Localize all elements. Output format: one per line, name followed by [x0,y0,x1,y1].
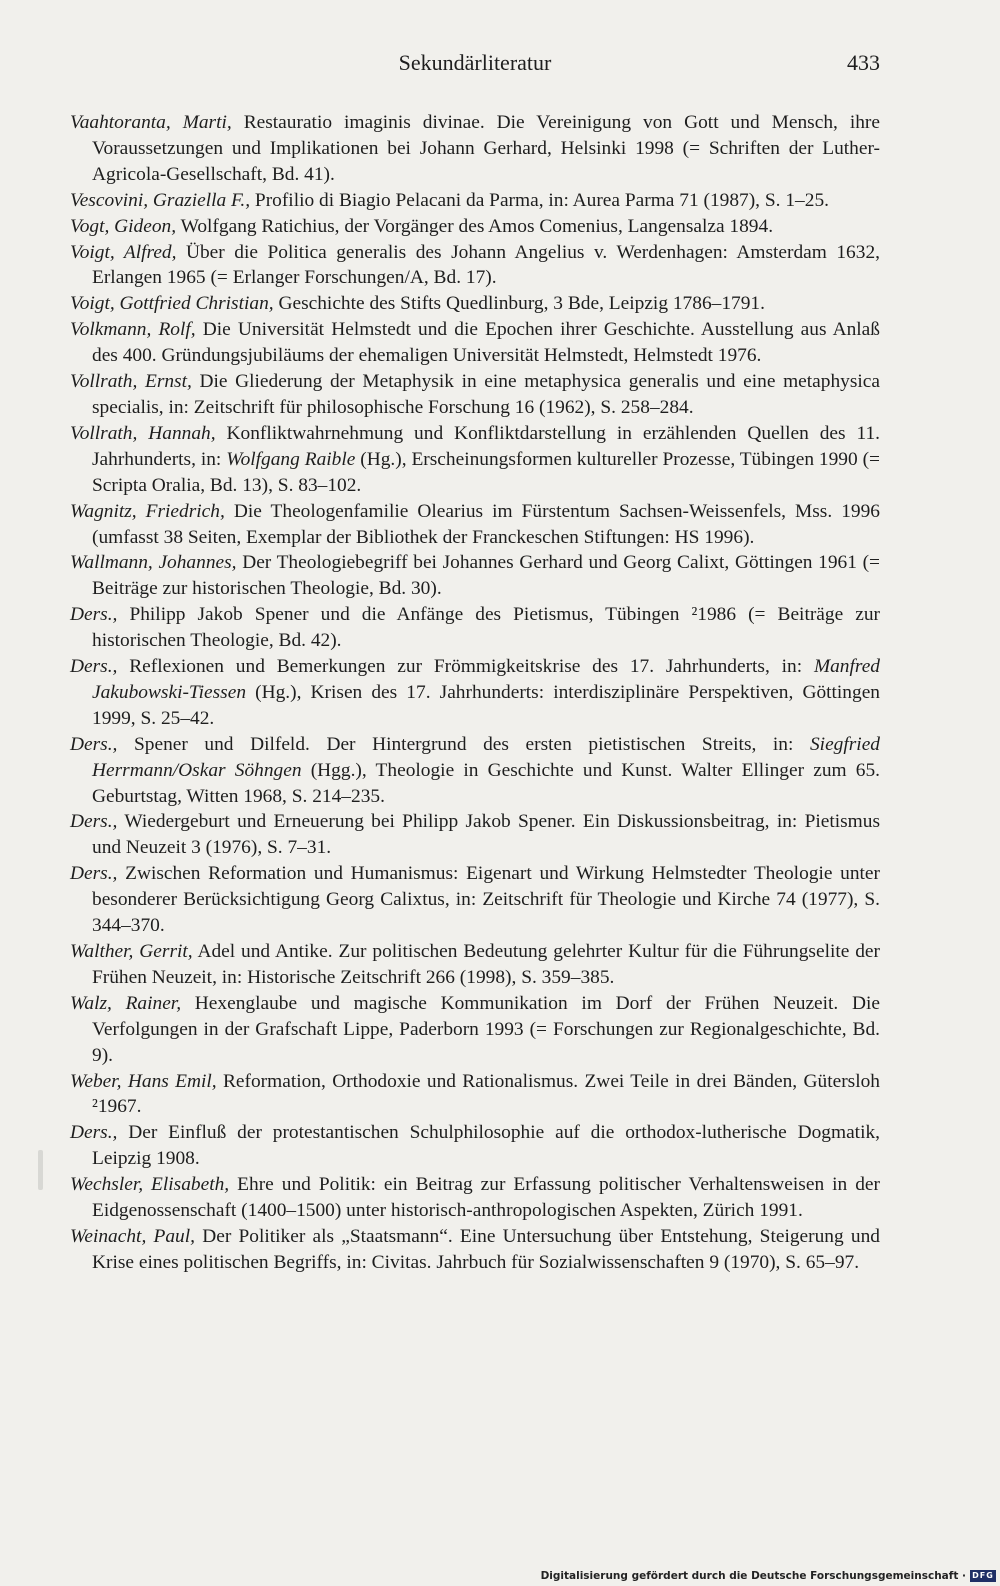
entry-text: Die Gliederung der Metaphysik in eine metaphysica generalis und eine metaphysica specialis, in: Zeitschrift für philosophische Forschung 16 (1962), S. 258–284. [92,371,880,418]
entry-text: Philipp Jakob Spener und die Anfänge des Pietismus, Tübingen ²1986 (= Beiträge zur historischen Theologie, Bd. 42). [92,604,880,652]
bibliography-entry [70,369,880,421]
entry-text-continued: (Hg.), Krisen des 17. Jahrhunderts: interdisziplinäre Perspektiven, Göttingen 1999, S. 25–42. [92,681,880,729]
entry-editor: Wolfgang Raible [226,448,356,470]
entry-author: Ders., [70,863,118,885]
entry-author: Ders., [70,811,118,833]
bibliography-entry [70,1172,880,1224]
entry-author: Weinacht, Paul, [70,1225,195,1247]
bibliography-entry [70,291,880,317]
entry-text: Profilio di Biagio Pelacani da Parma, in: Aurea Parma 71 (1987), S. 1–25. [250,189,829,211]
bibliography-entry [70,809,880,861]
entry-author: Walz, Rainer, [70,992,182,1014]
entry-text-continued: (Hg.), Erscheinungsformen kultureller Prozesse, Tübingen 1990 (= Scripta Oralia, Bd. 13), S. 83–102. [92,448,880,496]
bibliography-entry [70,240,880,292]
scan-mark [38,1150,43,1190]
entry-editor: Siegfried Herrmann/Oskar Söhngen [92,733,880,781]
entry-author: Wagnitz, Friedrich, [70,500,225,522]
entry-text: Konfliktwahrnehmung und Konfliktdarstellung in erzählenden Quellen des 11. Jahrhunderts, in: [92,422,880,470]
entry-author: Vescovini, Graziella F., [70,189,251,211]
entry-text: Der Einfluß der protestantischen Schulphilosophie auf die orthodox-lutherische Dogmatik, Leipzig 1908. [92,1122,880,1170]
entry-text: Reformation, Orthodoxie und Rationalismus. Zwei Teile in drei Bänden, Gütersloh ²1967. [92,1070,880,1118]
entry-text: Ehre und Politik: ein Beitrag zur Erfassung politischer Verhaltensweisen in der Eidgenossenschaft (1400–1500) unter historisch-anthropologischen Aspekten, Zürich 1991. [92,1174,880,1222]
page-header [70,50,880,80]
entry-text: Der Theologiebegriff bei Johannes Gerhard und Georg Calixt, Göttingen 1961 (= Beiträge zur historischen Theologie, Bd. 30). [92,552,880,600]
entry-text: Wiedergeburt und Erneuerung bei Philipp Jakob Spener. Ein Diskussionsbeitrag, in: Pietismus und Neuzeit 3 (1976), S. 7–31. [92,811,880,859]
bibliography-entry [70,1224,880,1276]
entry-author: Voigt, Alfred, [70,241,177,263]
bibliography-entry [70,317,880,369]
entry-author: Vollrath, Ernst, [70,371,192,393]
bibliography-entry [70,499,880,551]
entry-text: Zwischen Reformation und Humanismus: Eigenart und Wirkung Helmstedter Theologie unter besonderer Berücksichtigung Georg Calixtus, in: Zeitschrift für Theologie und Kirche 74 (1977), S. 344–370. [92,863,880,937]
entry-author: Vollrath, Hannah, [70,422,216,444]
bibliography-entry [70,939,880,991]
footer-credit: Digitalisierung gefördert durch die Deutsche Forschungsgemeinschaft · [540,1570,966,1582]
bibliography-entry [70,188,880,214]
entry-editor: Manfred Jakubowski-Tiessen [92,656,880,703]
entry-author: Volkmann, Rolf, [70,319,196,341]
bibliography-entry [70,1120,880,1172]
entry-author: Vogt, Gideon, [70,215,177,237]
footer [541,1570,996,1582]
bibliography-entry [70,991,880,1069]
entry-author: Ders., [70,733,118,755]
entry-text: Wolfgang Ratichius, der Vorgänger des Amos Comenius, Langensalza 1894. [176,215,774,237]
entry-text: Geschichte des Stifts Quedlinburg, 3 Bde, Leipzig 1786–1791. [273,293,765,315]
bibliography-entry [70,654,880,732]
entry-author: Vaahtoranta, Marti, [70,112,232,133]
bibliography-entry [70,602,880,654]
entry-author: Wallmann, Johannes, [70,552,237,574]
entry-text: Die Universität Helmstedt und die Epochen ihrer Geschichte. Ausstellung aus Anlaß des 400. Gründungsjubiläums der ehemaligen Universität Helmstedt, Helmstedt 1976. [92,319,880,367]
entry-text: Die Theologenfamilie Olearius im Fürstentum Sachsen-Weissenfels, Mss. 1996 (umfasst 38 Seiten, Exemplar der Bibliothek der Franckeschen Stiftungen: HS 1996). [92,500,881,548]
entry-text: Restauratio imaginis divinae. Die Vereinigung von Gott und Mensch, ihre Voraussetzungen und Implikationen bei Johann Gerhard, Helsinki 1998 (= Schriften der Luther-Agricola-Gesellschaft, Bd. 41). [92,112,880,185]
entry-text-continued: (Hgg.), Theologie in Geschichte und Kunst. Walter Ellinger zum 65. Geburtstag, Witten 1968, S. 214–235. [92,759,881,807]
entry-author: Wechsler, Elisabeth, [70,1174,230,1196]
entry-author: Ders., [70,604,118,626]
entry-author: Voigt, Gottfried Christian, [70,293,274,315]
entry-author: Ders., [70,1122,118,1144]
entry-text: Hexenglaube und magische Kommunikation im Dorf der Frühen Neuzeit. Die Verfolgungen in der Grafschaft Lippe, Paderborn 1993 (= Forschungen zur Regionalgeschichte, Bd. 9). [92,992,881,1066]
running-title: Sekundärliteratur [398,50,552,75]
entry-text: Adel und Antike. Zur politischen Bedeutung gelehrter Kultur für die Führungselite der Frühen Neuzeit, in: Historische Zeitschrift 266 (1998), S. 359–385. [92,941,880,988]
bibliography-entry [70,861,880,939]
bibliography-entry [70,550,880,602]
entry-text: Spener und Dilfeld. Der Hintergrund des ersten pietistischen Streits, in: [117,733,810,755]
bibliography-list [70,110,880,1276]
entry-author: Weber, Hans Emil, [70,1070,217,1092]
entry-author: Walther, Gerrit, [70,941,193,962]
entry-text: Der Politiker als „Staatsmann“. Eine Untersuchung über Entstehung, Steigerung und Krise eines politischen Begriffs, in: Civitas. Jahrbuch für Sozialwissenschaften 9 (1970), S. 65–97. [92,1225,880,1273]
entry-author: Ders., [70,656,118,678]
page-number: 433 [847,50,880,75]
bibliography-entry [70,110,880,188]
bibliography-entry [70,732,880,810]
dfg-logo-icon: DFG [970,1570,996,1582]
entry-text: Über die Politica generalis des Johann Angelius v. Werdenhagen: Amsterdam 1632, Erlangen 1965 (= Erlanger Forschungen/A, Bd. 17). [92,241,880,289]
bibliography-entry [70,421,880,499]
entry-text: Reflexionen und Bemerkungen zur Frömmigkeitskrise des 17. Jahrhunderts, in: [117,656,814,678]
bibliography-entry [70,1069,880,1121]
bibliography-entry [70,214,880,240]
